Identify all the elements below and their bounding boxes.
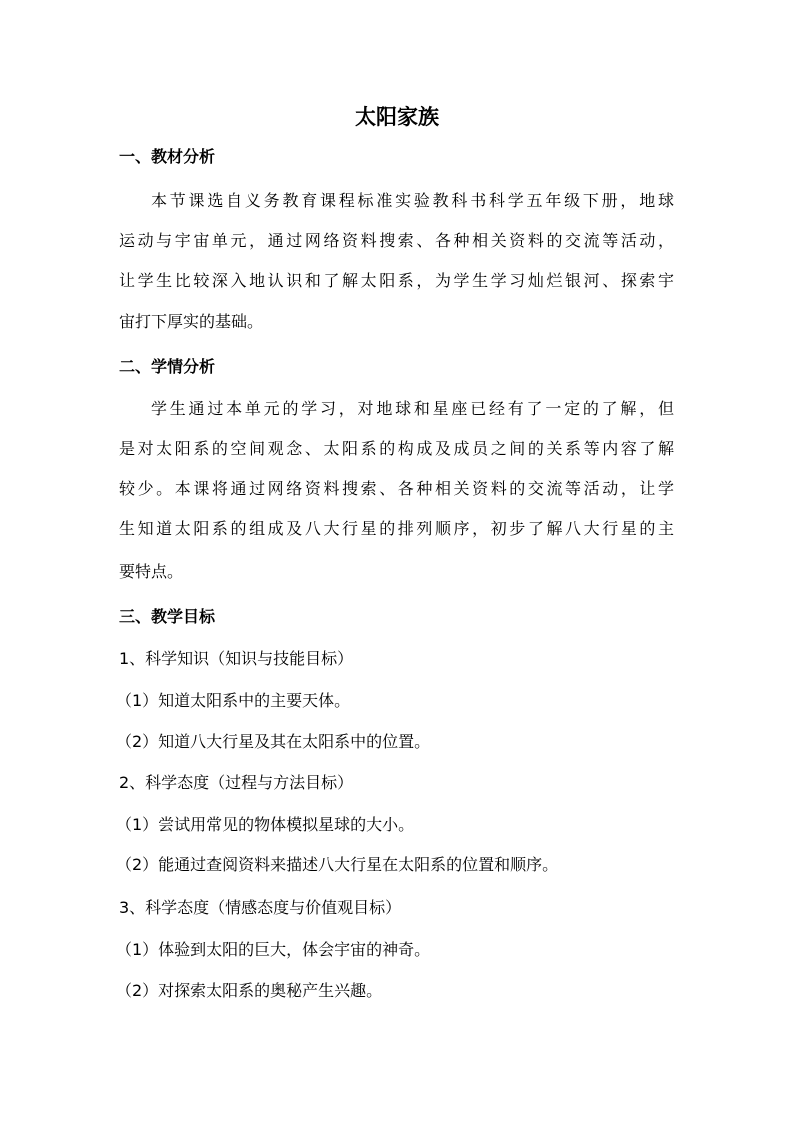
section-heading-student-analysis: 二、学情分析 [119,357,216,376]
paragraph-line: 生知道太阳系的组成及八大行星的排列顺序，初步了解八大行星的主 [119,519,674,538]
paragraph-line: 让学生比较深入地认识和了解太阳系，为学生学习灿烂银河、探索宇 [119,271,674,290]
paragraph-line: 较少。本课将通过网络资料搜索、各种相关资料的交流等活动，让学 [119,479,674,498]
goal-item: （2）能通过查阅资料来描述八大行星在太阳系的位置和顺序。 [116,855,559,874]
paragraph-line: 是对太阳系的空间观念、太阳系的构成及成员之间的关系等内容了解 [119,439,674,458]
goal-label: 2、科学态度（过程与方法目标） [119,773,354,792]
goal-item: （1）知道太阳系中的主要天体。 [116,691,351,710]
goal-label: 1、科学知识（知识与技能目标） [119,649,354,668]
paragraph-line: 本节课选自义务教育课程标准实验教科书科学五年级下册，地球 [151,191,674,210]
goal-item: （1）尝试用常见的物体模拟星球的大小。 [116,815,415,834]
paragraph-line: 宙打下厚实的基础。 [119,312,264,331]
paragraph-line: 要特点。 [119,562,184,581]
goal-item: （2）知道八大行星及其在太阳系中的位置。 [116,732,431,751]
goal-item: （1）体验到太阳的巨大，体会宇宙的神奇。 [116,940,431,959]
document-title: 太阳家族 [355,104,439,129]
paragraph-line: 运动与宇宙单元，通过网络资料搜索、各种相关资料的交流等活动， [119,231,674,250]
section-heading-textbook-analysis: 一、教材分析 [119,147,216,166]
section-heading-teaching-goals: 三、教学目标 [119,607,216,626]
goal-label: 3、科学态度（情感态度与价值观目标） [119,898,402,917]
paragraph-line: 学生通过本单元的学习，对地球和星座已经有了一定的了解，但 [151,399,674,418]
goal-item: （2）对探索太阳系的奥秘产生兴趣。 [116,981,383,1000]
